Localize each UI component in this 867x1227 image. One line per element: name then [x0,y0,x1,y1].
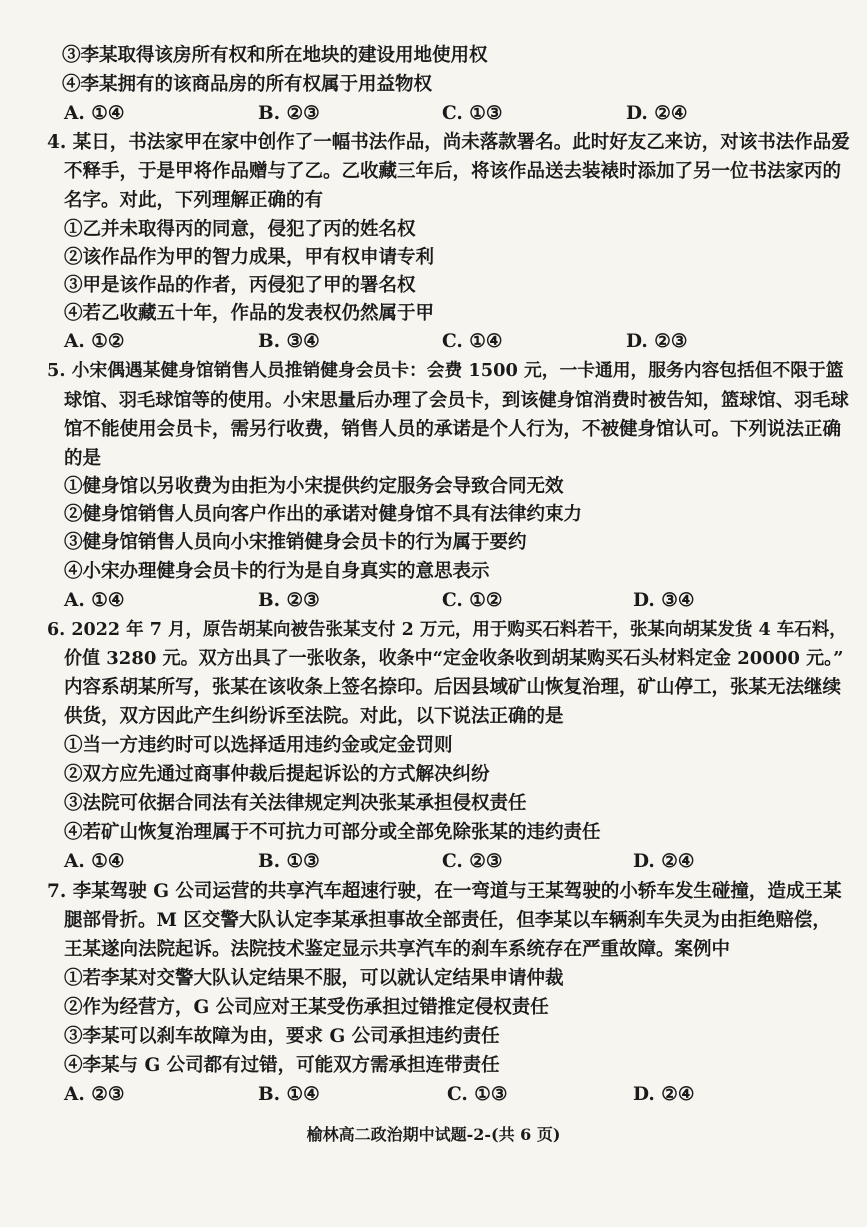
q7-stem-line-3: 王某遂向法院起诉。法院技术鉴定显示共享汽车的刹车系统存在严重故障。案例中 [64,939,731,960]
q5-stem-line-1: 5. 小宋偶遇某健身馆销售人员推销健身会员卡：会费 1500 元，一卡通用，服务内容包括但不限于篮 [47,360,844,381]
q4-stem-line-3: 名字。对此，下列理解正确的有 [64,190,324,211]
q4-stem-line-2: 不释手，于是甲将作品赠与了乙。乙收藏三年后，将该作品送去装裱时添加了另一位书法家丙的 [64,161,842,182]
q7-option-a: A. ②③ [64,1084,125,1105]
q5-statement-1: ①健身馆以另收费为由拒为小宋提供约定服务会导致合同无效 [64,476,564,497]
q6-statement-4: ④若矿山恢复治理属于不可抗力可部分或全部免除张某的违约责任 [64,822,601,843]
q4-statement-2: ②该作品作为甲的智力成果，甲有权申请专利 [64,247,435,268]
q3-option-d: D. ②④ [626,103,688,124]
q3-option-b: B. ②③ [258,103,320,124]
q6-stem-line-2: 价值 3280 元。双方出具了一张收条，收条中“定金收条收到胡某购买石头材料定金 20000 元。” [64,648,844,669]
q6-option-a: A. ①④ [64,851,125,872]
q4-option-d: D. ②③ [626,331,688,352]
q5-option-b: B. ②③ [258,590,320,611]
q4-stem-line-1: 4. 某日，书法家甲在家中创作了一幅书法作品，尚未落款署名。此时好友乙来访，对该书法作品爱 [47,132,850,153]
q7-option-b: B. ①④ [258,1084,320,1105]
q5-statement-2: ②健身馆销售人员向客户作出的承诺对健身馆不具有法律约束力 [64,504,583,525]
q5-option-a: A. ①④ [64,590,125,611]
q5-statement-4: ④小宋办理健身会员卡的行为是自身真实的意思表示 [64,561,490,582]
q5-option-d: D. ③④ [633,590,695,611]
q7-statement-1: ①若李某对交警大队认定结果不服，可以就认定结果申请仲裁 [64,968,564,989]
q7-statement-3: ③李某可以刹车故障为由，要求 G 公司承担违约责任 [64,1026,500,1047]
q4-option-b: B. ③④ [258,331,320,352]
q6-statement-1: ①当一方违约时可以选择适用违约金或定金罚则 [64,735,453,756]
q4-statement-3: ③甲是该作品的作者，丙侵犯了甲的署名权 [64,275,416,296]
page-footer: 榆林高二政治期中试题-2-(共 6 页) [306,1125,561,1144]
q4-statement-1: ①乙并未取得丙的同意，侵犯了丙的姓名权 [64,219,416,240]
q6-option-c: C. ②③ [442,851,503,872]
q7-statement-2: ②作为经营方，G 公司应对王某受伤承担过错推定侵权责任 [64,997,549,1018]
q6-statement-3: ③法院可依据合同法有关法律规定判决张某承担侵权责任 [64,793,527,814]
q6-statement-2: ②双方应先通过商事仲裁后提起诉讼的方式解决纠纷 [64,764,490,785]
q5-stem-line-3: 馆不能使用会员卡，需另行收费，销售人员的承诺是个人行为，不被健身馆认可。下列说法正确 [64,419,842,440]
q5-option-c: C. ①② [442,590,503,611]
q7-option-c: C. ①③ [447,1084,508,1105]
q3-statement-4: ④李某拥有的该商品房的所有权属于用益物权 [62,74,433,95]
q7-option-d: D. ②④ [633,1084,695,1105]
q3-option-c: C. ①③ [442,103,503,124]
q5-statement-3: ③健身馆销售人员向小宋推销健身会员卡的行为属于要约 [64,532,527,553]
q6-stem-line-4: 供货，双方因此产生纠纷诉至法院。对此，以下说法正确的是 [64,706,564,727]
q5-stem-line-4: 的是 [64,448,102,469]
q6-option-d: D. ②④ [633,851,695,872]
q6-stem-line-1: 6. 2022 年 7 月，原告胡某向被告张某支付 2 万元，用于购买石料若干，张某向胡某发货 4 车石料， [47,620,847,640]
q3-option-a: A. ①④ [64,103,125,124]
q4-option-a: A. ①② [64,331,125,352]
q5-stem-line-2: 球馆、羽毛球馆等的使用。小宋思量后办理了会员卡，到该健身馆消费时被告知，篮球馆、羽毛球 [64,390,849,411]
q6-stem-line-3: 内容系胡某所写，张某在该收条上签名捺印。后因县域矿山恢复治理，矿山停工，张某无法继续 [64,677,842,698]
q7-stem-line-1: 7. 李某驾驶 G 公司运营的共享汽车超速行驶，在一弯道与王某驾驶的小轿车发生碰撞，造成王某 [47,881,842,902]
q7-statement-4: ④李某与 G 公司都有过错，可能双方需承担连带责任 [64,1055,500,1076]
q6-option-b: B. ①③ [258,851,320,872]
q3-statement-3: ③李某取得该房所有权和所在地块的建设用地使用权 [62,45,488,66]
q7-stem-line-2: 腿部骨折。M 区交警大队认定李某承担事故全部责任，但李某以车辆刹车失灵为由拒绝赔偿， [64,910,831,931]
q4-option-c: C. ①④ [442,331,503,352]
q4-statement-4: ④若乙收藏五十年，作品的发表权仍然属于甲 [64,303,435,324]
